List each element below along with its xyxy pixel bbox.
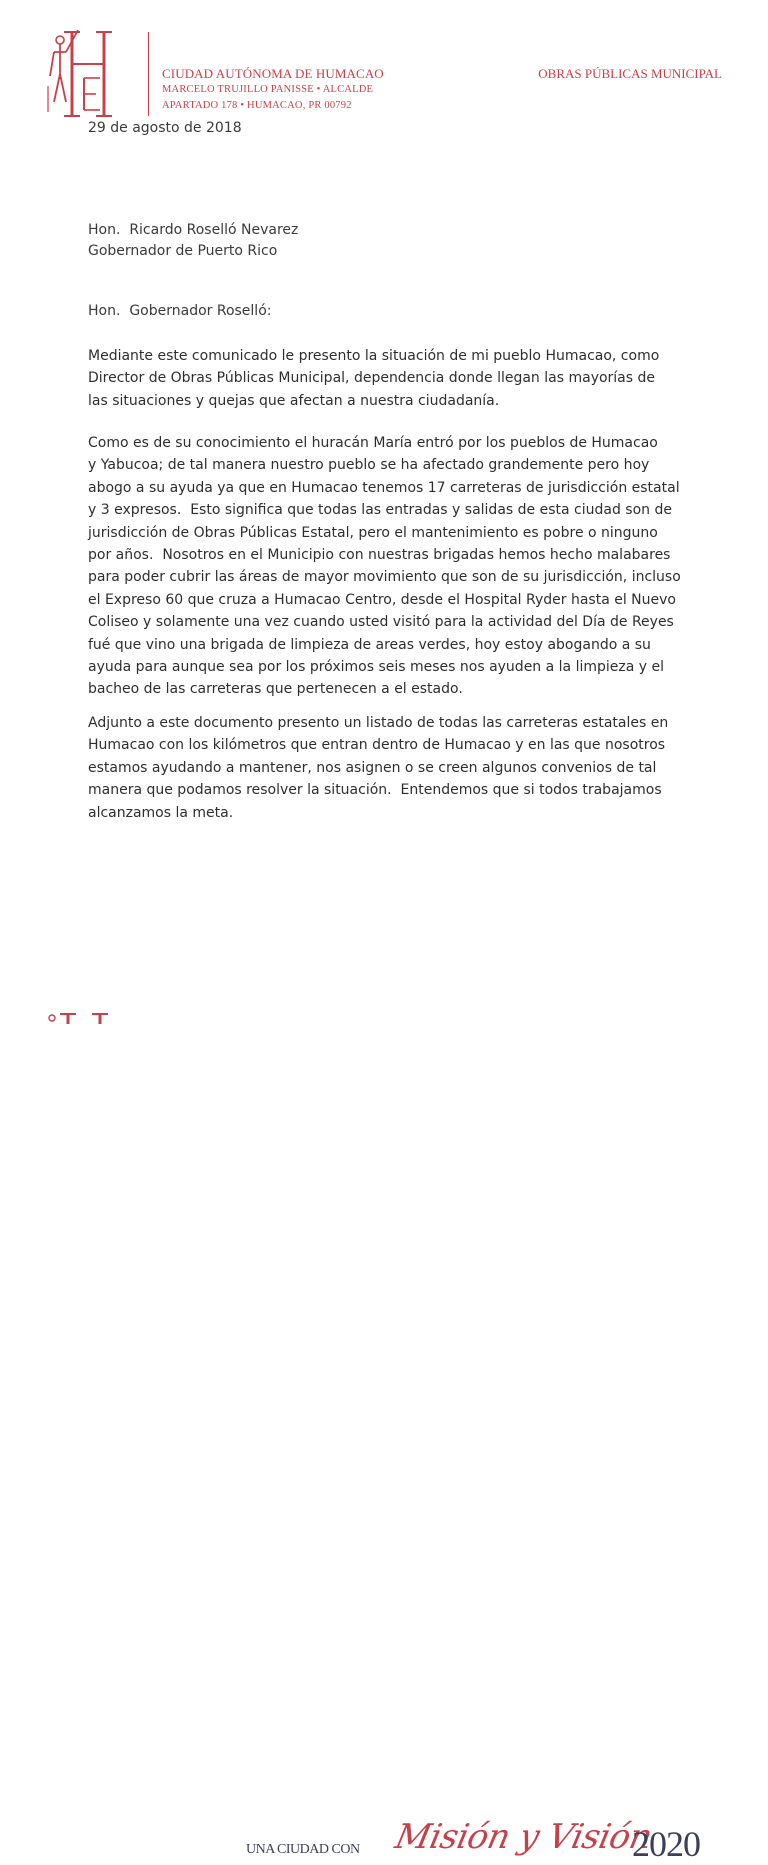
address-line: APARTADO 178 • HUMACAO, PR 00792 bbox=[162, 100, 352, 111]
paragraph-line: Adjunto a este documento presento un listado de todas las carreteras estatales en bbox=[88, 715, 669, 731]
humacao-h-statue-logo-icon bbox=[44, 26, 136, 122]
department-name: OBRAS PÚBLICAS MUNICIPAL bbox=[538, 66, 722, 81]
next-page-logo-icon bbox=[40, 1008, 130, 1024]
paragraph-line: jurisdicción de Obras Públicas Estatal, pero el mantenimiento es pobre o ninguno bbox=[88, 524, 658, 541]
addressee-name: Hon. Ricardo Roselló Nevarez bbox=[88, 222, 299, 238]
letter-date: 29 de agosto de 2018 bbox=[88, 120, 242, 136]
footer-script: Misión y Visión bbox=[391, 1817, 656, 1857]
paragraph-line: y 3 expresos. Esto significa que todas las entradas y salidas de esta ciudad son de bbox=[88, 502, 672, 519]
paragraph-3 bbox=[88, 712, 688, 824]
letterhead-org-block bbox=[162, 66, 384, 114]
paragraph-line: fué que vino una brigada de limpieza de areas verdes, hoy estoy abogando a su bbox=[88, 636, 651, 653]
footer-prefix: UNA CIUDAD CON bbox=[246, 1842, 360, 1857]
paragraph-line: estamos ayudando a mantener, nos asignen o se creen algunos convenios de tal bbox=[88, 759, 657, 776]
footer-year: 2020 bbox=[632, 1824, 700, 1864]
paragraph-line: las situaciones y quejas que afectan a nuestra ciudadanía. bbox=[88, 392, 500, 409]
letterhead-divider bbox=[148, 32, 149, 116]
paragraph-line: bacheo de las carreteras que pertenecen a el estado. bbox=[88, 681, 463, 698]
paragraph-line: alcanzamos la meta. bbox=[88, 804, 234, 821]
paragraph-line: ayuda para aunque sea por los próximos seis meses nos ayuden a la limpieza y el bbox=[88, 659, 664, 676]
paragraph-line: Director de Obras Públicas Municipal, dependencia donde llegan las mayorías de bbox=[88, 370, 656, 387]
paragraph-2 bbox=[88, 432, 688, 701]
addressee-block bbox=[88, 220, 298, 262]
paragraph-line: y Yabucoa; de tal manera nuestro pueblo se ha afectado grandemente pero hoy bbox=[88, 457, 650, 474]
org-name: CIUDAD AUTÓNOMA DE HUMACAO bbox=[162, 66, 384, 81]
paragraph-1 bbox=[88, 345, 688, 412]
footer-slogan bbox=[0, 905, 768, 1864]
paragraph-line: para poder cubrir las áreas de mayor movimiento que son de su jurisdicción, incluso bbox=[88, 569, 681, 586]
paragraph-line: Humacao con los kilómetros que entran dentro de Humacao y en las que nosotros bbox=[88, 737, 666, 754]
paragraph-line: Mediante este comunicado le presento la situación de mi pueblo Humacao, como bbox=[88, 348, 660, 364]
paragraph-line: Coliseo y solamente una vez cuando usted visitó para la actividad del Día de Reyes bbox=[88, 614, 674, 631]
paragraph-line: manera que podamos resolver la situación. Entendemos que si todos trabajamos bbox=[88, 782, 662, 799]
addressee-title: Gobernador de Puerto Rico bbox=[88, 243, 278, 259]
paragraph-line: abogo a su ayuda ya que en Humacao tenemos 17 carreteras de jurisdicción estatal bbox=[88, 479, 680, 496]
paragraph-line: el Expreso 60 que cruza a Humacao Centro, desde el Hospital Ryder hasta el Nuevo bbox=[88, 591, 676, 608]
paragraph-line: Como es de su conocimiento el huracán María entró por los pueblos de Humacao bbox=[88, 435, 658, 451]
mayor-line: MARCELO TRUJILLO PANISSE • ALCALDE bbox=[162, 84, 374, 95]
paragraph-line: por años. Nosotros en el Municipio con nuestras brigadas hemos hecho malabares bbox=[88, 547, 671, 564]
salutation: Hon. Gobernador Roselló: bbox=[88, 303, 272, 319]
